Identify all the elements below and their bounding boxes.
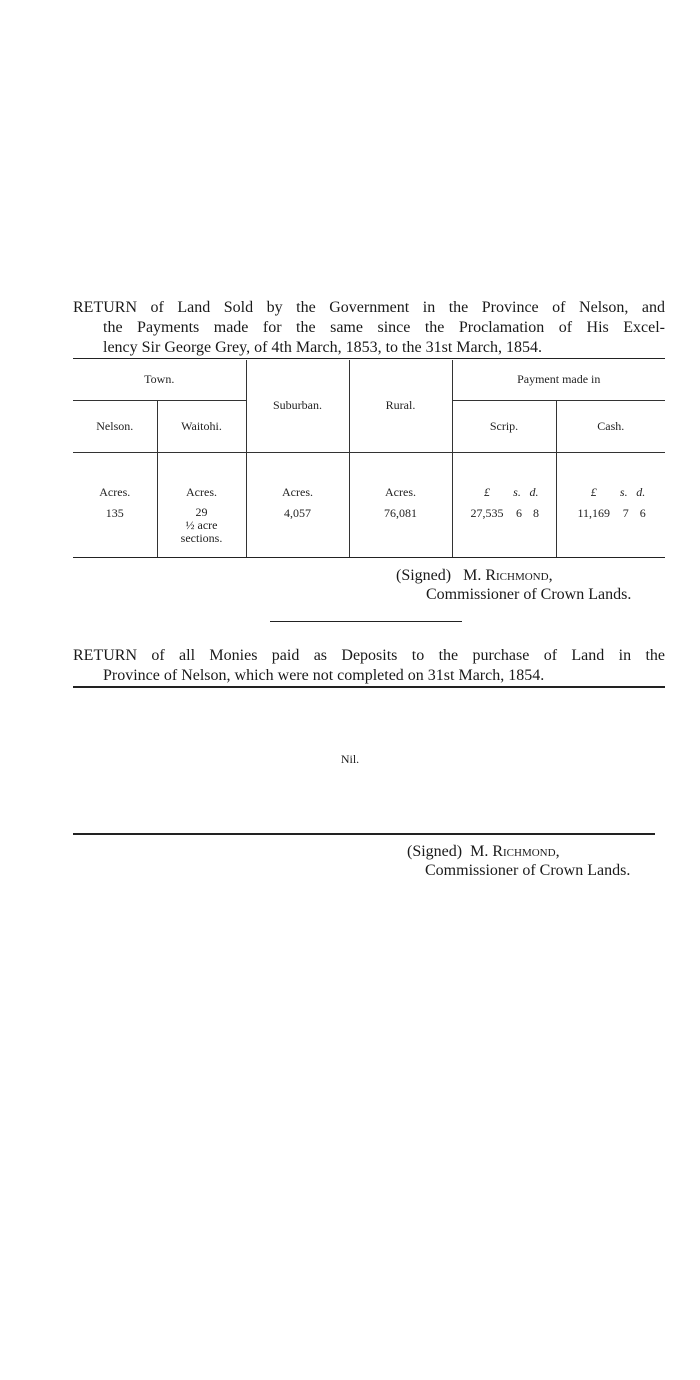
signatory-name: M. Richmond, [470,843,560,860]
signatory-name: M. Richmond, [463,567,553,584]
scrip-unit [452,452,556,506]
scrip-pence: 8 [533,506,539,520]
suburban-unit: Acres. [246,452,349,506]
signature-line [396,566,631,585]
scrip-pounds: 27,535 [470,506,504,520]
pound-symbol: £ [590,485,597,499]
signature-block [396,566,631,604]
nil-entry: Nil. [340,752,360,766]
shilling-symbol: s. [619,485,628,499]
cash-header: Cash. [556,400,665,452]
nelson-header: Nelson. [73,400,157,452]
nelson-unit: Acres. [73,452,157,506]
heading-line: RETURN of Land Sold by the Government in the Province of Nelson, and [73,299,665,316]
rural-value: 76,081 [349,506,452,558]
signatory-title: Commissioner of Crown Lands. [426,586,632,603]
rural-header: Rural. [349,360,452,452]
suburban-header: Suburban. [246,360,349,452]
return-deposits-heading [73,646,665,686]
pound-symbol: £ [484,485,490,499]
cash-value [556,506,665,558]
signed-label: (Signed) [407,843,463,860]
waitohi-value: 29 [195,505,208,519]
cash-shillings: 7 [622,506,629,520]
heading-line: the Payments made for the same since the Proclamation of His Excel- [103,319,665,336]
land-sold-table [73,360,665,558]
deposits-bottom-rule [73,833,655,835]
suburban-value: 4,057 [246,506,349,558]
scrip-header: Scrip. [452,400,556,452]
waitohi-note: sections. [180,531,223,545]
cash-pence: 6 [639,506,646,520]
deposits-top-rule [73,686,665,688]
waitohi-unit: Acres. [157,452,246,506]
section-divider [270,621,462,622]
waitohi-note: ½ acre [185,518,218,532]
payment-header: Payment made in [452,360,665,400]
rural-unit: Acres. [349,452,452,506]
scrip-shillings: 6 [516,506,522,520]
scrip-value [452,506,556,558]
table-top-rule [73,358,665,359]
signed-label: (Signed) [396,567,452,584]
town-header: Town. [144,372,175,387]
return-land-sold-heading [73,298,665,358]
nelson-value: 135 [105,506,124,520]
table-bottom-rule [73,557,665,558]
signature-line [407,842,630,861]
cash-unit [556,452,665,506]
heading-line: Province of Nelson, which were not completed on 31st March, 1854. [103,667,545,684]
waitohi-value-cell [157,506,246,558]
cash-pounds: 11,169 [577,506,611,520]
pence-symbol: d. [636,485,646,499]
waitohi-header: Waitohi. [157,400,246,452]
shilling-symbol: s. [513,485,521,499]
signature-block [407,842,630,880]
pence-symbol: d. [529,485,539,499]
signatory-title: Commissioner of Crown Lands. [425,862,631,879]
heading-line: RETURN of all Monies paid as Deposits to the purchase of Land in the [73,647,665,664]
heading-line: lency Sir George Grey, of 4th March, 1853, to the 31st March, 1854. [103,339,543,356]
